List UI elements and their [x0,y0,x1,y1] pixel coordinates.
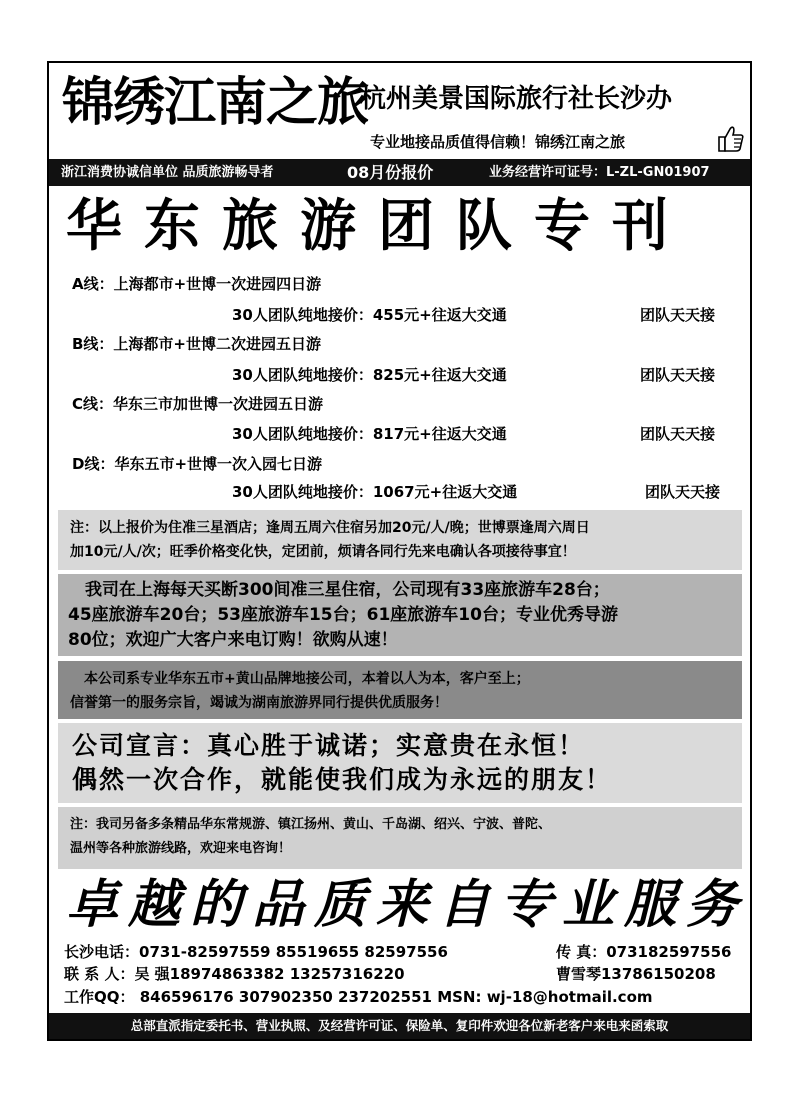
intro-line: 本公司系专业华东五市+黄山品牌地接公司，本着以人为本，客户至上； [70,671,530,687]
footer-bar: 总部直派指定委托书、营业执照、及经营许可证、保险单、复印件欢迎各位新老客户来电来函索取 [49,1013,750,1039]
intro-line: 信誉第一的服务宗旨，竭诚为湖南旅游界同行提供优质服务！ [70,695,448,711]
info-bar-license: 业务经营许可证号：L-ZL-GN01907 [489,165,710,180]
route-a-name: A线：上海都市+世博一次进园四日游 [72,275,322,293]
fleet-line: 80位；欢迎广大客户来电订购！欲购从速！ [68,630,398,650]
price-note-line: 注：以上报价为住准三星酒店；逢周五周六住宿另加20元/人/晚；世博票逢周六周日 [70,520,590,536]
fleet-line: 45座旅游车20台；53座旅游车15台；61座旅游车10台；专业优秀导游 [68,605,618,625]
contact-person-2: 曹雪琴13786150208 [556,965,716,983]
route-d-note: 团队天天接 [645,483,721,501]
accommodation-fleet-box [58,574,742,656]
brand-logo-text: 锦绣江南之旅 [62,72,369,133]
contact-phone: 长沙电话：0731-82597559 85519655 82597556 [64,943,448,961]
route-d-price: 30人团队纯地接价：1067元+往返大交通 [232,483,518,501]
route-c-note: 团队天天接 [640,425,716,443]
info-bar [49,159,750,186]
contact-person: 联 系 人：吴 强18974863382 13257316220 [64,965,405,983]
company-intro-box [58,661,742,719]
route-a-price: 30人团队纯地接价：455元+往返大交通 [232,306,507,324]
company-manifesto-box [58,723,742,803]
route-b-price: 30人团队纯地接价：825元+往返大交通 [232,366,507,384]
info-bar-left: 浙江消费协诚信单位 品质旅游畅导者 [61,165,274,180]
price-note-box [58,510,742,570]
tagline: 卓越的品质来自专业服务 [66,874,749,935]
agency-name: 杭州美景国际旅行社长沙办 [360,84,673,114]
route-d-name: D线：华东五市+世博一次入园七日游 [72,455,323,473]
slogan: 专业地接品质值得信赖！锦绣江南之旅 [370,133,626,151]
fleet-line: 我司在上海每天买断300间准三星住宿，公司现有33座旅游车28台； [68,580,610,600]
route-b-note: 团队天天接 [640,366,716,384]
price-note-line: 加10元/人/次；旺季价格变化快，定团前，烦请各同行先来电确认各项接待事宜！ [70,544,576,560]
other-routes-line: 注：我司另备多条精品华东常规游、镇江扬州、黄山、千岛湖、绍兴、宁波、普陀、 [70,817,552,832]
route-c-name: C线：华东三市加世博一次进园五日游 [72,395,324,413]
other-routes-note-box [58,807,742,869]
other-routes-line: 温州等各种旅游线路，欢迎来电咨询！ [70,841,292,856]
route-a-note: 团队天天接 [640,306,716,324]
contact-fax: 传 真：073182597556 [556,943,732,961]
route-c-price: 30人团队纯地接价：817元+往返大交通 [232,425,507,443]
manifesto-line: 偶然一次合作，就能使我们成为永远的朋友！ [72,765,613,794]
contact-qq-msn: 工作QQ： 846596176 307902350 237202551 MSN: wj-18@hotmail.com [64,988,653,1006]
main-title: 华东旅游团队专刊 [66,194,690,259]
thumbs-up-icon [715,124,745,154]
manifesto-line: 公司宣言：真心胜于诚诺；实意贵在永恒！ [72,731,586,760]
info-bar-month: 08月份报价 [347,163,434,182]
route-b-name: B线：上海都市+世博二次进园五日游 [72,335,322,353]
